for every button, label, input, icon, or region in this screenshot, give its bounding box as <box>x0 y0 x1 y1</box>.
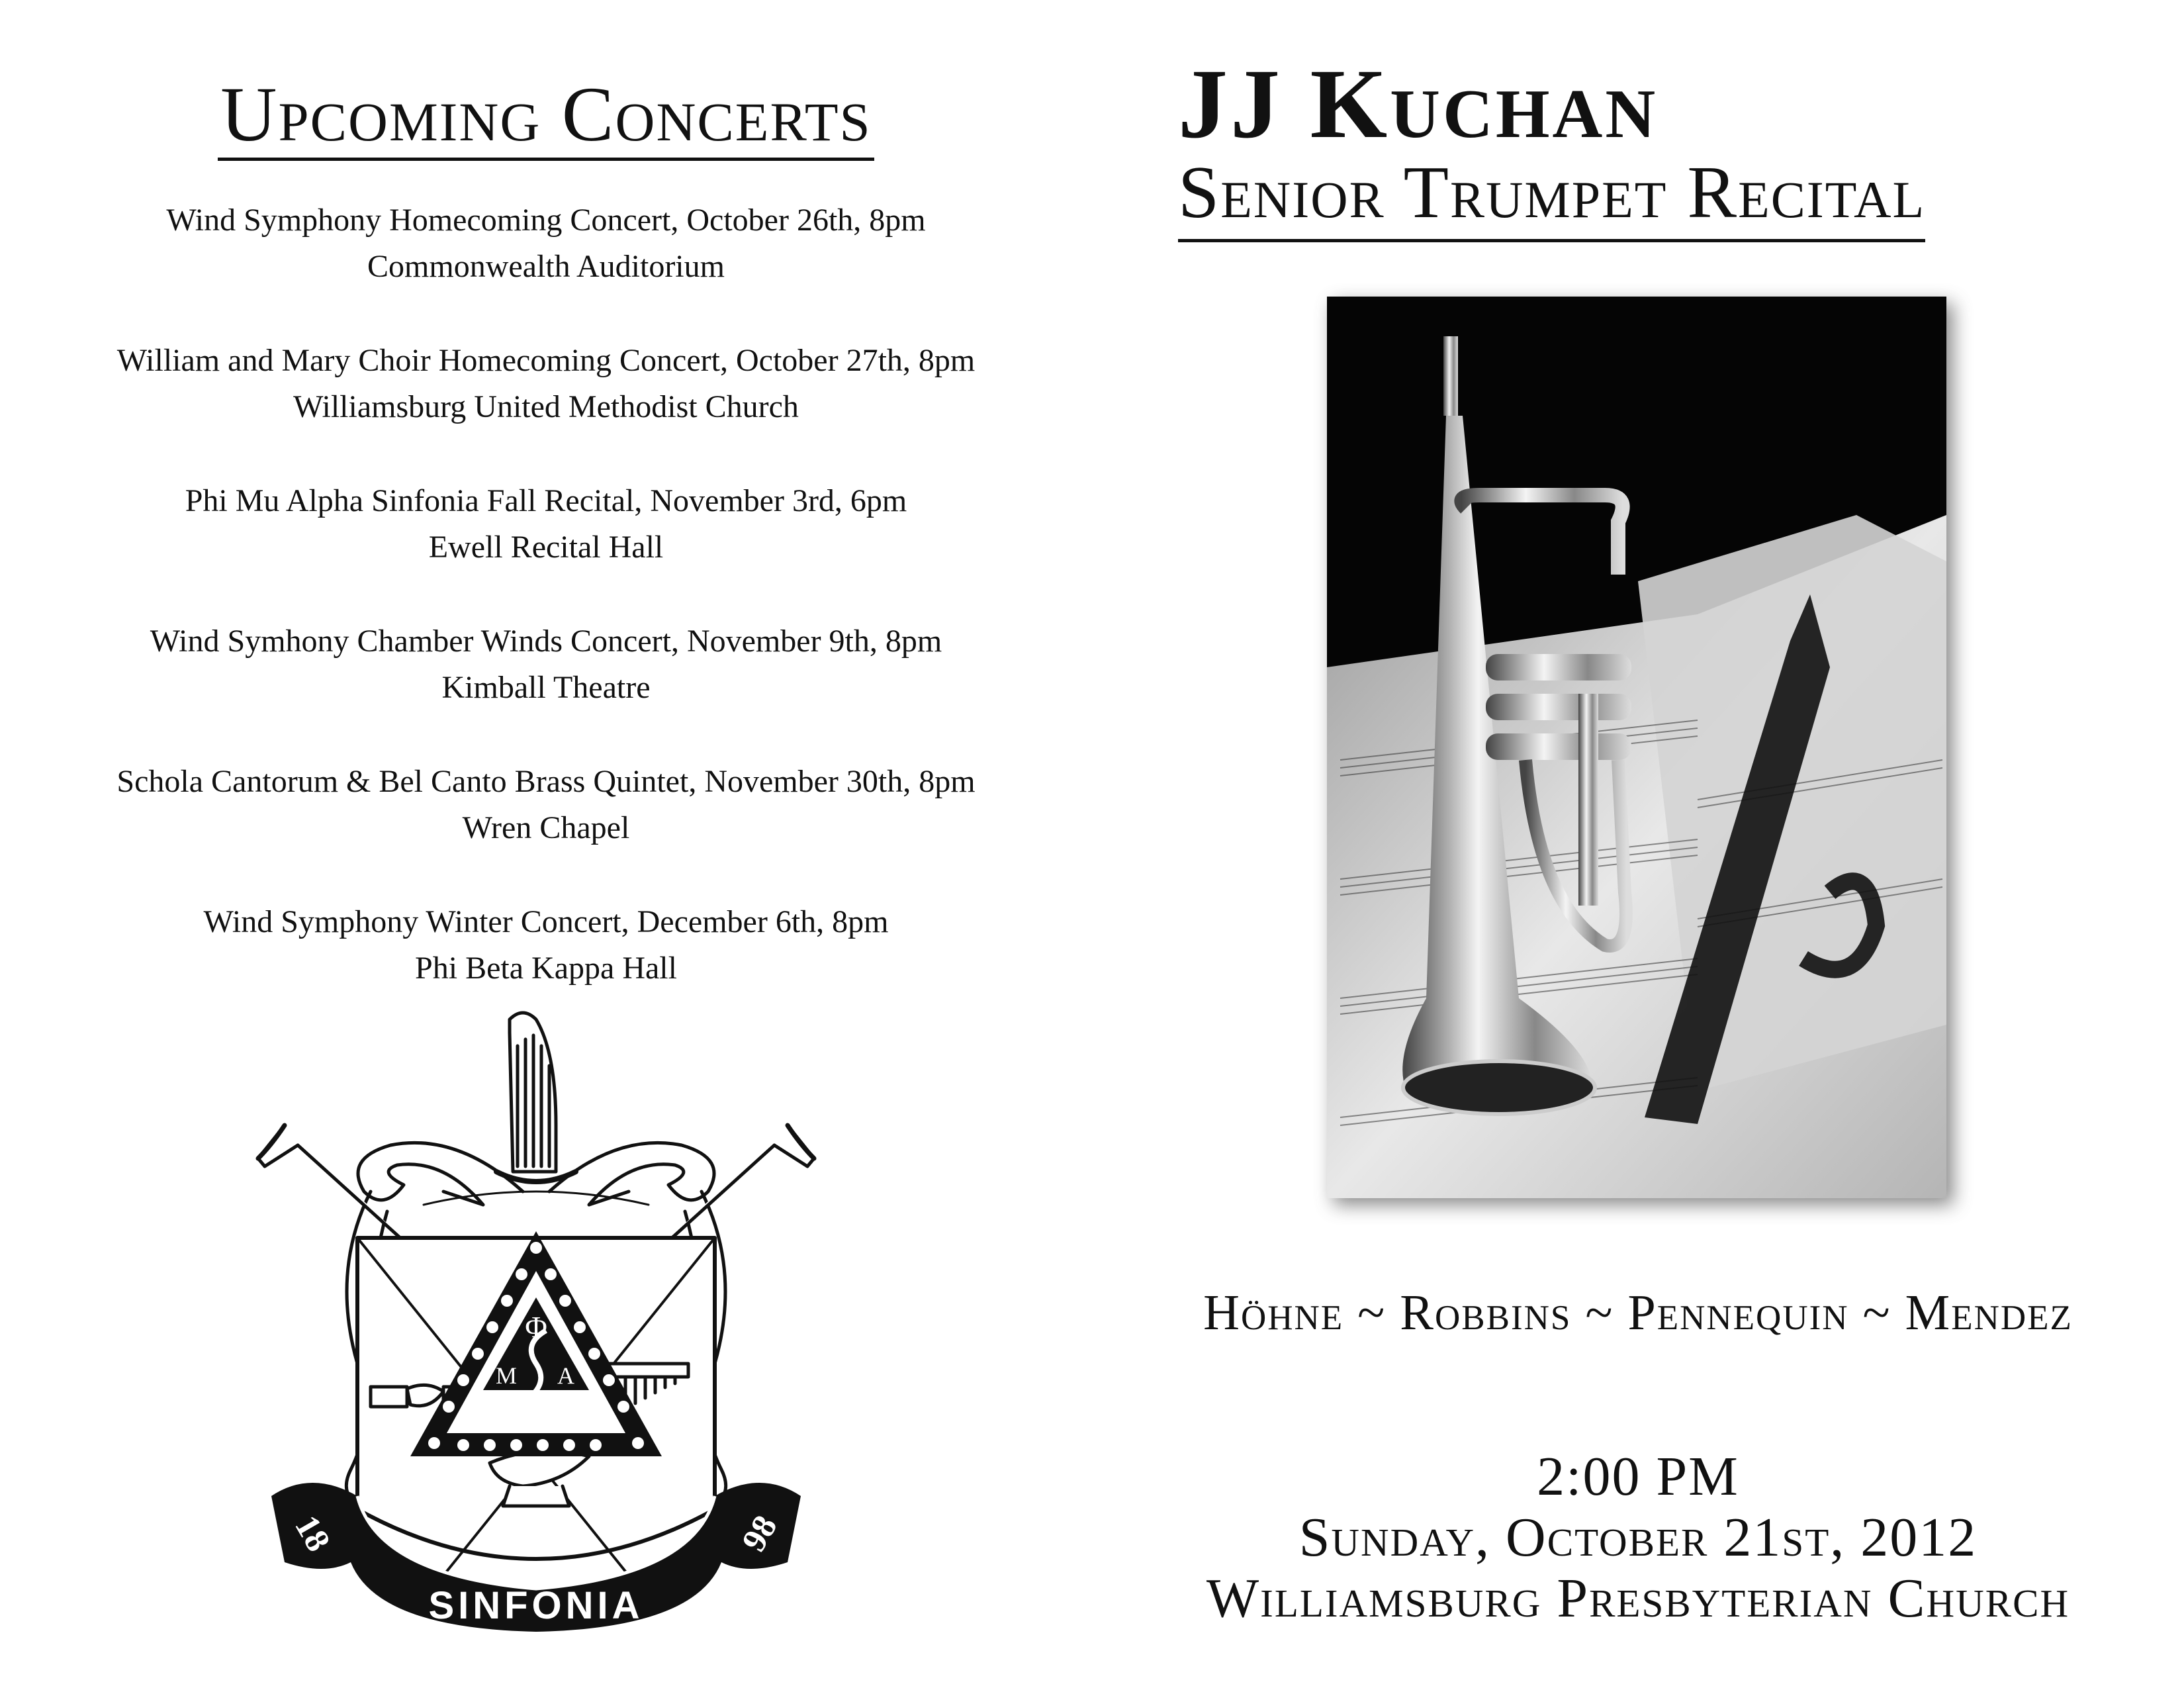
upcoming-concerts-title: Upcoming Concerts <box>0 70 1092 160</box>
event-details <box>1092 1446 2184 1629</box>
concert-event: William and Mary Choir Homecoming Concert, October 27th, 8pm <box>116 343 976 378</box>
concert-venue: Kimball Theatre <box>441 670 651 705</box>
banner-year-left: 18 <box>287 1509 338 1558</box>
concert-event: Wind Symphony Homecoming Concert, October 26th, 8pm <box>166 203 926 238</box>
concert-venue: Wren Chapel <box>462 810 630 845</box>
concert-venue: Williamsburg United Methodist Church <box>293 389 799 424</box>
crest-letter-alpha: Α <box>557 1362 574 1389</box>
trumpet-image <box>1327 297 1946 1198</box>
event-venue: Williamsburg Presbyterian Church <box>1206 1568 2070 1629</box>
crest-letter-phi: Φ <box>525 1310 547 1344</box>
crest-mantling <box>358 1143 523 1205</box>
composer-list: Höhne ~ Robbins ~ Pennequin ~ Mendez <box>1203 1285 2073 1340</box>
concert-venue: Commonwealth Auditorium <box>367 249 725 284</box>
concert-event: Wind Symhony Chamber Winds Concert, November 9th, 8pm <box>150 624 942 659</box>
performer-name: JJ Kuchan <box>1178 49 1659 159</box>
event-date: Sunday, October 21st, 2012 <box>1298 1507 1978 1568</box>
concert-item <box>40 618 1052 711</box>
sinfonia-crest <box>245 993 827 1642</box>
concert-event: Wind Symphony Winter Concert, December 6th, 8pm <box>203 904 889 939</box>
concert-list <box>40 197 1052 1039</box>
concert-event: Phi Mu Alpha Sinfonia Fall Recital, November 3rd, 6pm <box>185 483 907 518</box>
recital-cover-panel <box>1092 0 2184 1688</box>
banner-year-right: 98 <box>735 1509 785 1558</box>
concert-item <box>40 478 1052 571</box>
harp-icon <box>496 1013 576 1182</box>
recital-title: Senior Trumpet Recital <box>1178 152 1925 242</box>
crest-letter-mu: Μ <box>495 1362 518 1389</box>
trumpet-photo <box>1327 297 1946 1198</box>
concert-item <box>40 197 1052 290</box>
concert-item <box>40 338 1052 430</box>
concert-item <box>40 759 1052 851</box>
event-time: 2:00 PM <box>1537 1446 1739 1507</box>
concert-event: Schola Cantorum & Bel Canto Brass Quintet, November 30th, 8pm <box>116 764 976 799</box>
banner-word: SINFONIA <box>428 1584 644 1627</box>
concert-venue: Ewell Recital Hall <box>428 530 664 565</box>
concert-venue: Phi Beta Kappa Hall <box>415 951 677 986</box>
concert-item <box>40 899 1052 992</box>
